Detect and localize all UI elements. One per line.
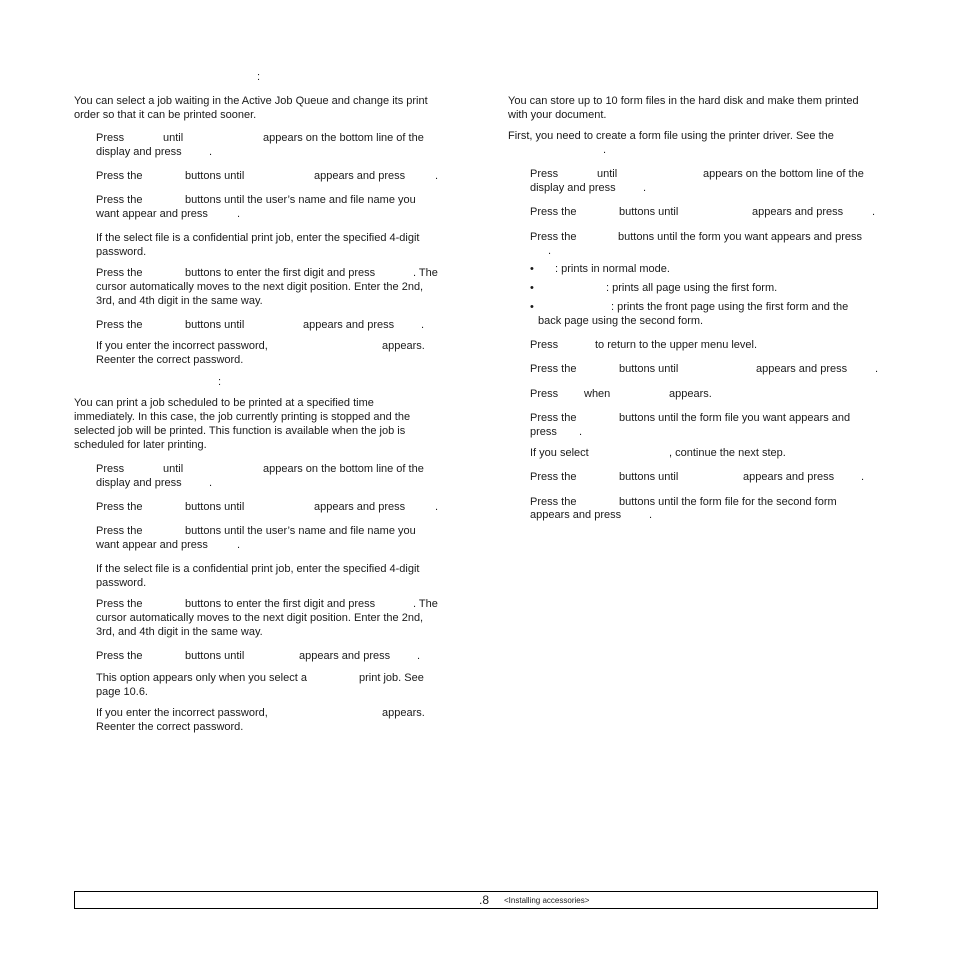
- step-text: Press the: [96, 598, 143, 610]
- note-text: This option appears only when you select a: [96, 672, 307, 684]
- step-text: appears and press: [299, 650, 391, 662]
- step-text: .: [875, 363, 879, 375]
- body-text: .: [603, 144, 607, 156]
- step-text: buttons until the form file you want appears and: [619, 412, 851, 424]
- bullet-marker: •: [530, 301, 534, 313]
- step-text: .: [872, 206, 876, 218]
- step-text: display and press: [96, 146, 182, 158]
- step-text: want appear and press: [96, 539, 208, 551]
- step-text: appears on the bottom line of the: [263, 463, 424, 475]
- step-text: until: [163, 463, 184, 475]
- note-text: , continue the next step.: [669, 447, 786, 459]
- note-text: appears.: [382, 340, 425, 352]
- step-text: appears and press: [743, 471, 835, 483]
- step-text: 3rd, and 4th digit in the same way.: [96, 295, 263, 307]
- step-text: appears and press: [756, 363, 848, 375]
- body-text: selected job will be printed. This function is available when the job is: [74, 425, 406, 437]
- step-text: Press the: [530, 471, 577, 483]
- body-text: immediately. In this case, the job currently printing is stopped and the: [74, 411, 411, 423]
- step-text: buttons until: [619, 363, 679, 375]
- step-text: Press: [96, 132, 125, 144]
- step-text: 3rd, and 4th digit in the same way.: [96, 626, 263, 638]
- body-text: order so that it can be printed sooner.: [74, 109, 257, 121]
- step-text: appears and press: [314, 170, 406, 182]
- section-title: <Installing accessories>: [504, 896, 590, 905]
- body-text: You can store up to 10 form files in the hard disk and make them printed: [508, 95, 859, 107]
- step-text: display and press: [96, 477, 182, 489]
- step-text: Press the: [530, 496, 577, 508]
- step-text: buttons until: [619, 206, 679, 218]
- step-text: appears on the bottom line of the: [263, 132, 424, 144]
- step-text: buttons until: [185, 501, 245, 513]
- step-text: Press the: [530, 412, 577, 424]
- step-text: press: [530, 426, 557, 438]
- step-text: Press the: [96, 170, 143, 182]
- step-text: cursor automatically moves to the next digit position. Enter the 2nd,: [96, 281, 424, 293]
- step-text: .: [209, 477, 213, 489]
- step-text: appears and press: [303, 319, 395, 331]
- step-text: buttons until the form file for the second form: [619, 496, 837, 508]
- step-text: appears and press: [314, 501, 406, 513]
- step-text: buttons until: [185, 319, 245, 331]
- step-text: until: [163, 132, 184, 144]
- note-text: page 10.6.: [96, 686, 148, 698]
- step-text: Press the: [530, 206, 577, 218]
- body-text: First, you need to create a form file using the printer driver. See the: [508, 130, 834, 142]
- step-text: appears.: [669, 388, 712, 400]
- step-text: .: [435, 501, 439, 513]
- step-text: .: [548, 245, 552, 257]
- step-text: appears and press: [752, 206, 844, 218]
- step-text: to return to the upper menu level.: [595, 339, 758, 351]
- step-text: buttons until: [619, 471, 679, 483]
- step-text: Press: [96, 463, 125, 475]
- body-text: scheduled for later printing.: [74, 439, 207, 451]
- note-text: password.: [96, 577, 147, 589]
- step-text: Press the: [530, 363, 577, 375]
- note-text: If the select file is a confidential print job, enter the specified 4-digit: [96, 232, 420, 244]
- step-text: .: [435, 170, 439, 182]
- body-text: You can print a job scheduled to be printed at a specified time: [74, 397, 374, 409]
- step-text: .: [237, 539, 241, 551]
- step-text: .: [209, 146, 213, 158]
- note-text: Reenter the correct password.: [96, 354, 244, 366]
- heading-colon: :: [257, 71, 261, 83]
- heading-colon: :: [218, 376, 222, 388]
- step-text: Press the: [96, 501, 143, 513]
- step-text: .: [579, 426, 583, 438]
- bullet-text: : prints the front page using the first form and the: [611, 301, 849, 313]
- note-text: If you select: [530, 447, 589, 459]
- step-text: cursor automatically moves to the next digit position. Enter the 2nd,: [96, 612, 424, 624]
- step-text: buttons to enter the first digit and press: [185, 598, 376, 610]
- body-text: You can select a job waiting in the Active Job Queue and change its print: [74, 95, 428, 107]
- step-text: Press the: [96, 267, 143, 279]
- body-text: with your document.: [508, 109, 607, 121]
- note-text: If you enter the incorrect password,: [96, 707, 268, 719]
- page-number: .8: [479, 893, 490, 907]
- step-text: .: [643, 182, 647, 194]
- step-text: buttons until the user’s name and file name you: [185, 194, 416, 206]
- bullet-text: : prints in normal mode.: [555, 263, 670, 275]
- step-text: .: [417, 650, 421, 662]
- note-text: appears.: [382, 707, 425, 719]
- step-text: buttons until: [185, 170, 245, 182]
- step-text: . The: [413, 598, 438, 610]
- step-text: display and press: [530, 182, 616, 194]
- step-text: appears and press: [530, 509, 622, 521]
- step-text: when: [584, 388, 611, 400]
- step-text: .: [421, 319, 425, 331]
- step-text: buttons to enter the first digit and press: [185, 267, 376, 279]
- step-text: Press the: [530, 231, 577, 243]
- note-text: password.: [96, 246, 147, 258]
- step-text: buttons until the form you want appears and press: [618, 231, 862, 243]
- step-text: want appear and press: [96, 208, 208, 220]
- step-text: Press: [530, 168, 559, 180]
- step-text: Press the: [96, 650, 143, 662]
- step-text: buttons until: [185, 650, 245, 662]
- note-text: If the select file is a confidential print job, enter the specified 4-digit: [96, 563, 420, 575]
- bullet-text: : prints all page using the first form.: [606, 282, 778, 294]
- bullet-marker: •: [530, 282, 534, 294]
- note-text: Reenter the correct password.: [96, 721, 244, 733]
- page-footer: [74, 891, 878, 909]
- step-text: .: [237, 208, 241, 220]
- step-text: Press the: [96, 319, 143, 331]
- step-text: .: [649, 509, 653, 521]
- step-text: Press: [530, 339, 559, 351]
- step-text: .: [861, 471, 865, 483]
- step-text: buttons until the user’s name and file name you: [185, 525, 416, 537]
- step-text: Press the: [96, 194, 143, 206]
- step-text: Press the: [96, 525, 143, 537]
- note-text: print job. See: [359, 672, 424, 684]
- step-text: appears on the bottom line of the: [703, 168, 864, 180]
- bullet-text: back page using the second form.: [538, 315, 704, 327]
- note-text: If you enter the incorrect password,: [96, 340, 268, 352]
- bullet-marker: •: [530, 263, 534, 275]
- step-text: Press: [530, 388, 559, 400]
- step-text: . The: [413, 267, 438, 279]
- step-text: until: [597, 168, 618, 180]
